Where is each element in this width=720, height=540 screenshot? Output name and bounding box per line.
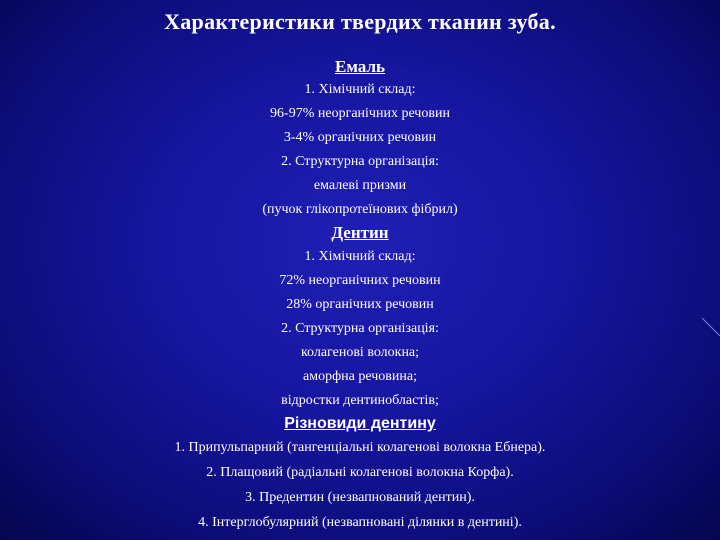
section-heading-dentin-varieties: Різновиди дентину xyxy=(284,415,436,432)
slide-title: Характеристики твердих тканин зуба. xyxy=(164,9,556,34)
list-item: 1. Припульпарний (тангенціальні колагенові волокна Ебнера). xyxy=(174,440,546,455)
section-list-dentin xyxy=(0,245,720,413)
list-item: 72% неорганічних речовин xyxy=(279,273,441,288)
list-item: аморфна речовина; xyxy=(303,369,417,384)
list-item: 3. Предентин (незвапнований дентин). xyxy=(245,490,475,505)
list-item: 1. Хімічний склад: xyxy=(304,82,416,97)
section-heading-enamel: Емаль xyxy=(335,57,385,76)
list-item: 4. Інтерглобулярний (незвапновані ділянки в дентині). xyxy=(198,515,522,530)
section-heading-dentin: Дентин xyxy=(331,223,389,242)
section-list-dentin-varieties xyxy=(0,435,720,535)
list-item: (пучок глікопротеїнових фібрил) xyxy=(262,202,458,217)
list-item: 2. Структурна організація: xyxy=(281,321,439,336)
list-item: відростки дентинобластів; xyxy=(281,393,439,408)
list-item: 2. Структурна організація: xyxy=(281,154,439,169)
list-item: емалеві призми xyxy=(313,178,407,193)
list-item: 28% органічних речовин xyxy=(286,297,434,312)
section-list-enamel xyxy=(0,78,720,222)
list-item: 1. Хімічний склад: xyxy=(304,249,416,264)
list-item: 2. Плащовий (радіальні колагенові волокна Корфа). xyxy=(206,465,514,480)
list-item: 96-97% неорганічних речовин xyxy=(270,106,450,121)
list-item: 3-4% органічних речовин xyxy=(283,130,437,145)
list-item: колагенові волокна; xyxy=(300,345,420,360)
